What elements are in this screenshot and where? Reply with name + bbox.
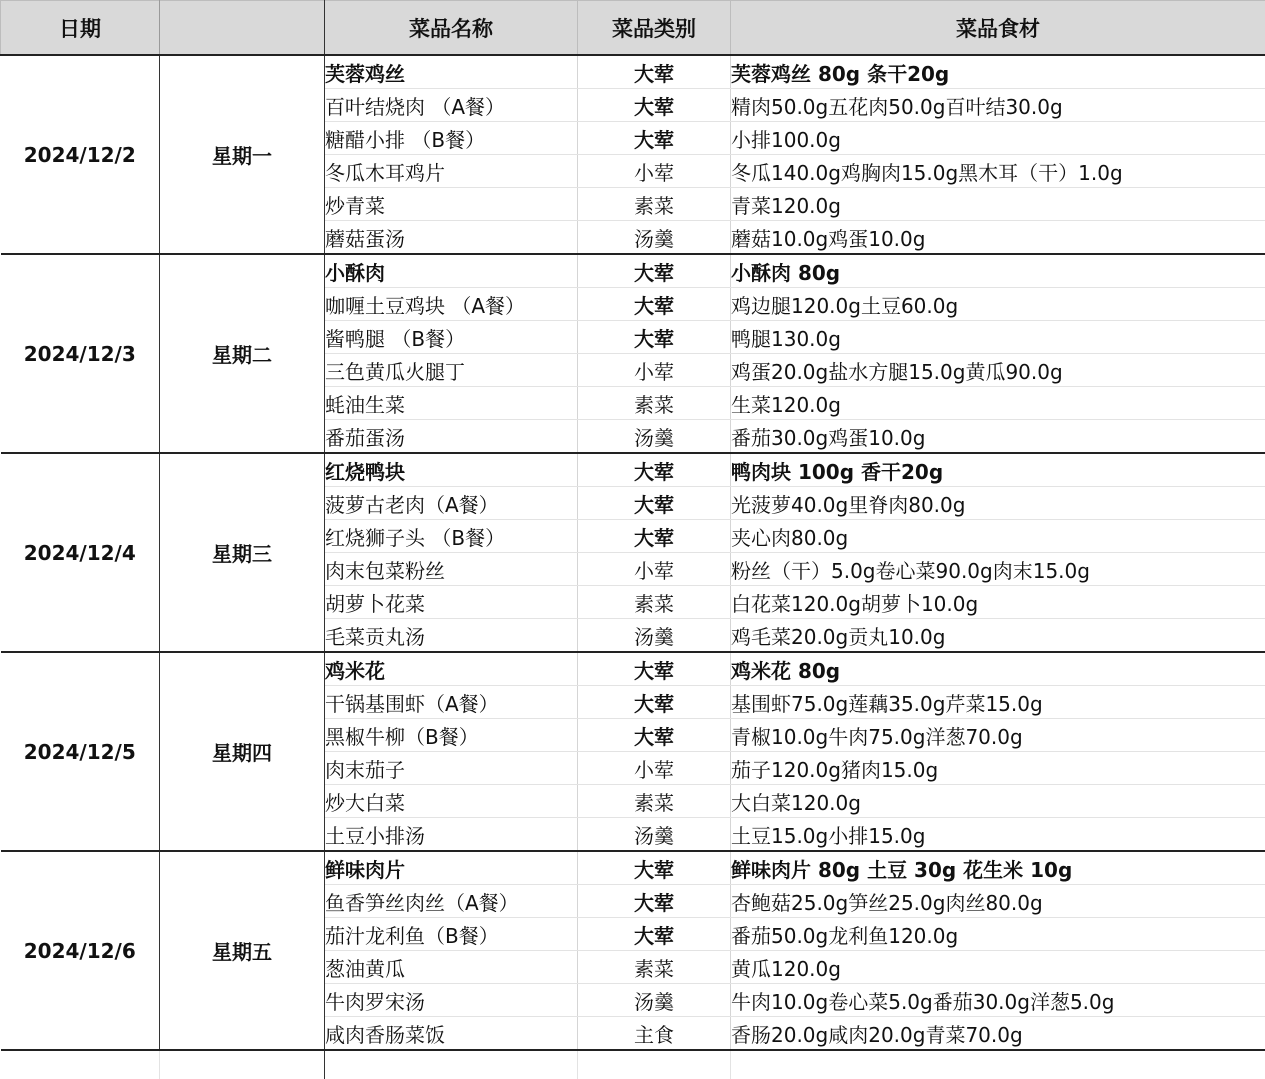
dish-category-cell[interactable]: 大荤 [578,453,731,487]
dish-name-cell[interactable]: 三色黄瓜火腿丁 [325,354,578,387]
dish-category-cell[interactable]: 素菜 [578,188,731,221]
empty-cell[interactable] [325,1050,578,1079]
dish-category-cell[interactable]: 大荤 [578,652,731,686]
dish-ingredients-cell[interactable]: 牛肉10.0g卷心菜5.0g番茄30.0g洋葱5.0g [731,984,1265,1017]
dish-ingredients-cell[interactable]: 芙蓉鸡丝 80g 条干20g [731,55,1265,89]
dish-ingredients-cell[interactable]: 番茄50.0g龙利鱼120.0g [731,918,1265,951]
dish-category-cell[interactable]: 大荤 [578,686,731,719]
dish-category-cell[interactable]: 大荤 [578,288,731,321]
dish-ingredients-cell[interactable]: 香肠20.0g咸肉20.0g青菜70.0g [731,1017,1265,1051]
dish-name-cell[interactable]: 鱼香笋丝肉丝（A餐） [325,885,578,918]
dish-name-cell[interactable]: 冬瓜木耳鸡片 [325,155,578,188]
header-weekday[interactable] [160,1,325,56]
empty-cell[interactable] [160,1050,325,1079]
weekday-cell[interactable]: 星期三 [160,453,325,652]
dish-name-cell[interactable]: 菠萝古老肉（A餐） [325,487,578,520]
dish-name-cell[interactable]: 红烧鸭块 [325,453,578,487]
dish-name-cell[interactable]: 土豆小排汤 [325,818,578,852]
dish-ingredients-cell[interactable]: 鸭腿130.0g [731,321,1265,354]
dish-ingredients-cell[interactable]: 鸡毛菜20.0g贡丸10.0g [731,619,1265,653]
dish-name-cell[interactable]: 葱油黄瓜 [325,951,578,984]
date-cell[interactable]: 2024/12/3 [1,254,160,453]
empty-row [1,1050,1265,1079]
dish-ingredients-cell[interactable]: 土豆15.0g小排15.0g [731,818,1265,852]
menu-body [1,55,1265,1079]
dish-ingredients-cell[interactable]: 黄瓜120.0g [731,951,1265,984]
dish-category-cell[interactable]: 汤羹 [578,818,731,852]
dish-ingredients-cell[interactable]: 大白菜120.0g [731,785,1265,818]
dish-ingredients-cell[interactable]: 鸡边腿120.0g土豆60.0g [731,288,1265,321]
dish-category-cell[interactable]: 小荤 [578,354,731,387]
dish-name-cell[interactable]: 蘑菇蛋汤 [325,221,578,255]
table-row [1,652,1265,686]
dish-name-cell[interactable]: 黑椒牛柳（B餐） [325,719,578,752]
table-row [1,254,1265,288]
dish-ingredients-cell[interactable]: 杏鲍菇25.0g笋丝25.0g肉丝80.0g [731,885,1265,918]
dish-ingredients-cell[interactable]: 番茄30.0g鸡蛋10.0g [731,420,1265,454]
dish-name-cell[interactable]: 小酥肉 [325,254,578,288]
dish-name-cell[interactable]: 蚝油生菜 [325,387,578,420]
dish-ingredients-cell[interactable]: 精肉50.0g五花肉50.0g百叶结30.0g [731,89,1265,122]
dish-category-cell[interactable]: 汤羹 [578,221,731,255]
dish-category-cell[interactable]: 小荤 [578,553,731,586]
dish-category-cell[interactable]: 汤羹 [578,984,731,1017]
dish-category-cell[interactable]: 小荤 [578,155,731,188]
dish-ingredients-cell[interactable]: 蘑菇10.0g鸡蛋10.0g [731,221,1265,255]
header-dish-category[interactable]: 菜品类别 [578,1,731,56]
dish-ingredients-cell[interactable]: 冬瓜140.0g鸡胸肉15.0g黑木耳（干）1.0g [731,155,1265,188]
dish-category-cell[interactable]: 大荤 [578,254,731,288]
dish-ingredients-cell[interactable]: 生菜120.0g [731,387,1265,420]
dish-ingredients-cell[interactable]: 夹心肉80.0g [731,520,1265,553]
date-cell[interactable]: 2024/12/6 [1,851,160,1050]
dish-ingredients-cell[interactable]: 鸡蛋20.0g盐水方腿15.0g黄瓜90.0g [731,354,1265,387]
dish-name-cell[interactable]: 肉末包菜粉丝 [325,553,578,586]
dish-name-cell[interactable]: 咖喱土豆鸡块 （A餐） [325,288,578,321]
dish-category-cell[interactable]: 大荤 [578,520,731,553]
dish-category-cell[interactable]: 大荤 [578,122,731,155]
dish-category-cell[interactable]: 素菜 [578,586,731,619]
dish-ingredients-cell[interactable]: 鸡米花 80g [731,652,1265,686]
weekday-cell[interactable]: 星期二 [160,254,325,453]
date-cell[interactable]: 2024/12/2 [1,55,160,254]
header-row [1,1,1265,56]
dish-category-cell[interactable]: 汤羹 [578,420,731,454]
dish-name-cell[interactable]: 红烧狮子头 （B餐） [325,520,578,553]
header-dish-ingredients[interactable]: 菜品食材 [731,1,1265,56]
empty-cell[interactable] [578,1050,731,1079]
dish-name-cell[interactable]: 茄汁龙利鱼（B餐） [325,918,578,951]
dish-category-cell[interactable]: 素菜 [578,387,731,420]
dish-ingredients-cell[interactable]: 光菠萝40.0g里脊肉80.0g [731,487,1265,520]
table-row [1,851,1265,885]
weekday-cell[interactable]: 星期四 [160,652,325,851]
table-row [1,55,1265,89]
dish-category-cell[interactable]: 素菜 [578,951,731,984]
dish-name-cell[interactable]: 毛菜贡丸汤 [325,619,578,653]
dish-ingredients-cell[interactable]: 鸭肉块 100g 香干20g [731,453,1265,487]
date-cell[interactable]: 2024/12/5 [1,652,160,851]
dish-name-cell[interactable]: 番茄蛋汤 [325,420,578,454]
empty-cell[interactable] [1,1050,160,1079]
dish-category-cell[interactable]: 主食 [578,1017,731,1051]
weekday-cell[interactable]: 星期五 [160,851,325,1050]
weekday-cell[interactable]: 星期一 [160,55,325,254]
dish-category-cell[interactable]: 大荤 [578,885,731,918]
dish-ingredients-cell[interactable]: 青菜120.0g [731,188,1265,221]
dish-category-cell[interactable]: 大荤 [578,918,731,951]
dish-name-cell[interactable]: 百叶结烧肉 （A餐） [325,89,578,122]
date-cell[interactable]: 2024/12/4 [1,453,160,652]
dish-category-cell[interactable]: 小荤 [578,752,731,785]
dish-name-cell[interactable]: 肉末茄子 [325,752,578,785]
dish-name-cell[interactable]: 炒青菜 [325,188,578,221]
dish-category-cell[interactable]: 大荤 [578,55,731,89]
empty-cell[interactable] [731,1050,1265,1079]
dish-ingredients-cell[interactable]: 基围虾75.0g莲藕35.0g芹菜15.0g [731,686,1265,719]
dish-name-cell[interactable]: 咸肉香肠菜饭 [325,1017,578,1051]
dish-name-cell[interactable]: 干锅基围虾（A餐） [325,686,578,719]
dish-name-cell[interactable]: 炒大白菜 [325,785,578,818]
dish-ingredients-cell[interactable]: 小排100.0g [731,122,1265,155]
dish-ingredients-cell[interactable]: 粉丝（干）5.0g卷心菜90.0g肉末15.0g [731,553,1265,586]
dish-ingredients-cell[interactable]: 茄子120.0g猪肉15.0g [731,752,1265,785]
table-row [1,453,1265,487]
dish-category-cell[interactable]: 大荤 [578,89,731,122]
dish-ingredients-cell[interactable]: 小酥肉 80g [731,254,1265,288]
header-date[interactable]: 日期 [1,1,160,56]
dish-category-cell[interactable]: 大荤 [578,719,731,752]
dish-name-cell[interactable]: 糖醋小排 （B餐） [325,122,578,155]
dish-category-cell[interactable]: 大荤 [578,321,731,354]
dish-category-cell[interactable]: 汤羹 [578,619,731,653]
dish-name-cell[interactable]: 酱鸭腿 （B餐） [325,321,578,354]
dish-category-cell[interactable]: 大荤 [578,851,731,885]
dish-name-cell[interactable]: 牛肉罗宋汤 [325,984,578,1017]
dish-name-cell[interactable]: 胡萝卜花菜 [325,586,578,619]
dish-ingredients-cell[interactable]: 青椒10.0g牛肉75.0g洋葱70.0g [731,719,1265,752]
dish-category-cell[interactable]: 大荤 [578,487,731,520]
header-dish-name[interactable]: 菜品名称 [325,1,578,56]
dish-name-cell[interactable]: 鲜味肉片 [325,851,578,885]
dish-name-cell[interactable]: 芙蓉鸡丝 [325,55,578,89]
dish-ingredients-cell[interactable]: 白花菜120.0g胡萝卜10.0g [731,586,1265,619]
dish-ingredients-cell[interactable]: 鲜味肉片 80g 土豆 30g 花生米 10g [731,851,1265,885]
dish-category-cell[interactable]: 素菜 [578,785,731,818]
dish-name-cell[interactable]: 鸡米花 [325,652,578,686]
